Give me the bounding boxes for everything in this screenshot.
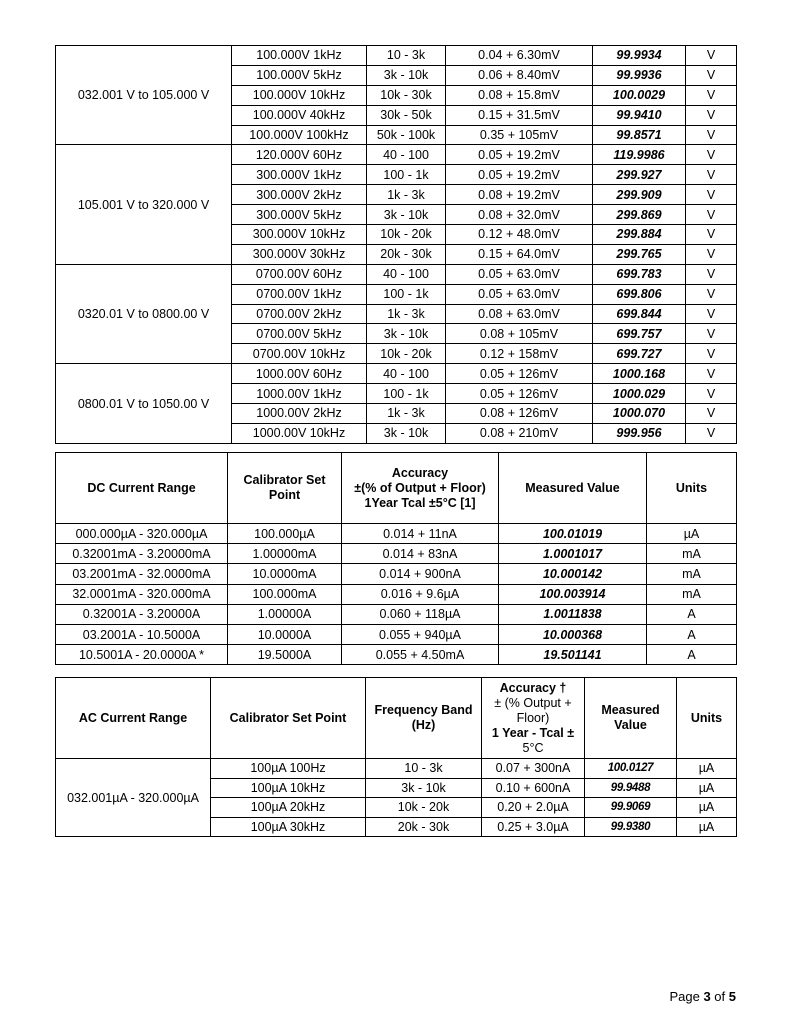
set-point-cell: 1.00000mA <box>228 544 342 564</box>
set-point-cell: 19.5000A <box>228 645 342 665</box>
measured-value-cell: 1.0001017 <box>499 544 647 564</box>
measured-value-cell: 100.0029 <box>593 85 686 105</box>
range-cell: 032.001 V to 105.000 V <box>56 46 232 145</box>
measured-value-cell: 99.9069 <box>585 798 677 818</box>
units-cell: V <box>686 304 737 324</box>
set-point-cell: 100.000V 10kHz <box>232 85 367 105</box>
measured-value-cell: 699.783 <box>593 264 686 284</box>
units-cell: µA <box>677 817 737 837</box>
range-cell: 032.001µA - 320.000µA <box>56 759 211 837</box>
units-cell: V <box>686 344 737 364</box>
dc-set-point-header: Calibrator Set Point <box>228 453 342 524</box>
dc-measured-header: Measured Value <box>499 453 647 524</box>
units-cell: µA <box>677 798 737 818</box>
frequency-band-cell: 3k - 10k <box>367 324 446 344</box>
ac-range-header: AC Current Range <box>56 678 211 759</box>
set-point-cell: 0700.00V 2kHz <box>232 304 367 324</box>
table-row <box>56 145 737 165</box>
range-cell: 32.0001mA - 320.000mA <box>56 584 228 604</box>
measured-value-cell: 299.909 <box>593 185 686 205</box>
accuracy-cell: 0.12 + 158mV <box>446 344 593 364</box>
frequency-band-cell: 20k - 30k <box>366 817 482 837</box>
set-point-cell: 100µA 30kHz <box>211 817 366 837</box>
accuracy-cell: 0.014 + 11nA <box>342 524 499 544</box>
measured-value-cell: 1000.168 <box>593 364 686 384</box>
ac-current-table <box>55 677 737 837</box>
frequency-band-cell: 1k - 3k <box>367 304 446 324</box>
accuracy-cell: 0.08 + 15.8mV <box>446 85 593 105</box>
frequency-band-cell: 40 - 100 <box>367 264 446 284</box>
units-cell: V <box>686 125 737 145</box>
accuracy-cell: 0.12 + 48.0mV <box>446 225 593 245</box>
units-cell: V <box>686 244 737 264</box>
set-point-cell: 100.000V 1kHz <box>232 46 367 66</box>
accuracy-cell: 0.25 + 3.0µA <box>482 817 585 837</box>
accuracy-cell: 0.07 + 300nA <box>482 759 585 779</box>
accuracy-cell: 0.014 + 900nA <box>342 564 499 584</box>
measured-value-cell: 699.844 <box>593 304 686 324</box>
accuracy-cell: 0.05 + 19.2mV <box>446 165 593 185</box>
set-point-cell: 300.000V 1kHz <box>232 165 367 185</box>
dc-range-header: DC Current Range <box>56 453 228 524</box>
accuracy-cell: 0.05 + 126mV <box>446 364 593 384</box>
set-point-cell: 100µA 20kHz <box>211 798 366 818</box>
units-cell: V <box>686 225 737 245</box>
accuracy-cell: 0.08 + 210mV <box>446 423 593 443</box>
units-cell: V <box>686 65 737 85</box>
set-point-cell: 100.000mA <box>228 584 342 604</box>
accuracy-cell: 0.06 + 8.40mV <box>446 65 593 85</box>
accuracy-cell: 0.016 + 9.6µA <box>342 584 499 604</box>
frequency-band-cell: 3k - 10k <box>367 205 446 225</box>
units-cell: V <box>686 185 737 205</box>
frequency-band-cell: 10 - 3k <box>366 759 482 779</box>
units-cell: mA <box>647 564 737 584</box>
set-point-cell: 1000.00V 1kHz <box>232 384 367 404</box>
frequency-band-cell: 30k - 50k <box>367 105 446 125</box>
set-point-cell: 0700.00V 1kHz <box>232 284 367 304</box>
frequency-band-cell: 10k - 20k <box>366 798 482 818</box>
units-cell: µA <box>677 778 737 798</box>
accuracy-cell: 0.05 + 63.0mV <box>446 264 593 284</box>
dc-current-table <box>55 452 737 665</box>
ac-units-header: Units <box>677 678 737 759</box>
frequency-band-cell: 1k - 3k <box>367 185 446 205</box>
accuracy-cell: 0.055 + 940µA <box>342 624 499 644</box>
table-row <box>56 564 737 584</box>
units-cell: V <box>686 364 737 384</box>
dc-accuracy-header-line: 1Year Tcal ±5°C [1] <box>364 495 476 510</box>
measured-value-cell: 299.884 <box>593 225 686 245</box>
accuracy-cell: 0.20 + 2.0µA <box>482 798 585 818</box>
ac-accuracy-header-line: Accuracy † <box>499 680 567 695</box>
set-point-cell: 10.0000mA <box>228 564 342 584</box>
table-row <box>56 645 737 665</box>
table-row <box>56 759 737 779</box>
table-row <box>56 604 737 624</box>
measured-value-cell: 1000.029 <box>593 384 686 404</box>
units-cell: A <box>647 645 737 665</box>
range-cell: 0800.01 V to 1050.00 V <box>56 364 232 444</box>
accuracy-cell: 0.15 + 64.0mV <box>446 244 593 264</box>
accuracy-cell: 0.04 + 6.30mV <box>446 46 593 66</box>
table-row <box>56 584 737 604</box>
units-cell: V <box>686 384 737 404</box>
accuracy-cell: 0.055 + 4.50mA <box>342 645 499 665</box>
accuracy-cell: 0.014 + 83nA <box>342 544 499 564</box>
ac-accuracy-header-line: ± (% Output + <box>494 695 572 710</box>
table-row <box>56 624 737 644</box>
measured-value-cell: 100.003914 <box>499 584 647 604</box>
table-row <box>56 264 737 284</box>
accuracy-cell: 0.08 + 19.2mV <box>446 185 593 205</box>
ac-set-point-header: Calibrator Set Point <box>211 678 366 759</box>
accuracy-cell: 0.05 + 63.0mV <box>446 284 593 304</box>
frequency-band-cell: 3k - 10k <box>366 778 482 798</box>
frequency-band-cell: 100 - 1k <box>367 384 446 404</box>
set-point-cell: 300.000V 30kHz <box>232 244 367 264</box>
frequency-band-cell: 20k - 30k <box>367 244 446 264</box>
accuracy-cell: 0.08 + 126mV <box>446 404 593 424</box>
dc-accuracy-header-line: Accuracy <box>391 465 449 480</box>
frequency-band-cell: 10 - 3k <box>367 46 446 66</box>
units-cell: V <box>686 404 737 424</box>
table-row <box>56 544 737 564</box>
set-point-cell: 1.00000A <box>228 604 342 624</box>
measured-value-cell: 299.869 <box>593 205 686 225</box>
table-row <box>56 524 737 544</box>
ac-current-header-row <box>56 678 737 759</box>
units-cell: µA <box>647 524 737 544</box>
measured-value-cell: 100.01019 <box>499 524 647 544</box>
range-cell: 0.32001A - 3.20000A <box>56 604 228 624</box>
ac-band-header-line: (Hz) <box>411 718 436 732</box>
set-point-cell: 0700.00V 5kHz <box>232 324 367 344</box>
frequency-band-cell: 1k - 3k <box>367 404 446 424</box>
set-point-cell: 300.000V 10kHz <box>232 225 367 245</box>
measured-value-cell: 699.727 <box>593 344 686 364</box>
units-cell: µA <box>677 759 737 779</box>
range-cell: 10.5001A - 20.0000A * <box>56 645 228 665</box>
measured-value-cell: 99.8571 <box>593 125 686 145</box>
units-cell: mA <box>647 544 737 564</box>
set-point-cell: 0700.00V 10kHz <box>232 344 367 364</box>
frequency-band-cell: 40 - 100 <box>367 364 446 384</box>
measured-value-cell: 699.806 <box>593 284 686 304</box>
accuracy-cell: 0.05 + 126mV <box>446 384 593 404</box>
dc-units-header: Units <box>647 453 737 524</box>
units-cell: V <box>686 46 737 66</box>
frequency-band-cell: 10k - 20k <box>367 344 446 364</box>
ac-voltage-table <box>55 45 737 444</box>
of-label: of <box>714 989 726 1004</box>
units-cell: V <box>686 324 737 344</box>
dc-accuracy-header <box>342 453 499 524</box>
range-cell: 03.2001A - 10.5000A <box>56 624 228 644</box>
frequency-band-cell: 3k - 10k <box>367 423 446 443</box>
page-footer <box>669 989 736 1004</box>
measured-value-cell: 119.9986 <box>593 145 686 165</box>
dc-accuracy-header-line: ±(% of Output + Floor) <box>354 480 486 495</box>
frequency-band-cell: 3k - 10k <box>367 65 446 85</box>
measured-value-cell: 1000.070 <box>593 404 686 424</box>
measured-value-cell: 299.927 <box>593 165 686 185</box>
accuracy-cell: 0.08 + 32.0mV <box>446 205 593 225</box>
dc-current-header-row <box>56 453 737 524</box>
accuracy-cell: 0.060 + 118µA <box>342 604 499 624</box>
frequency-band-cell: 40 - 100 <box>367 145 446 165</box>
ac-band-header-line: Frequency Band <box>374 703 473 717</box>
page-number: 3 <box>703 989 711 1004</box>
units-cell: mA <box>647 584 737 604</box>
set-point-cell: 100.000µA <box>228 524 342 544</box>
measured-value-cell: 99.9936 <box>593 65 686 85</box>
ac-accuracy-header <box>482 678 585 759</box>
set-point-cell: 100µA 10kHz <box>211 778 366 798</box>
table-row <box>56 46 737 66</box>
set-point-cell: 1000.00V 10kHz <box>232 423 367 443</box>
set-point-cell: 100.000V 40kHz <box>232 105 367 125</box>
units-cell: V <box>686 205 737 225</box>
measured-value-cell: 99.9488 <box>585 778 677 798</box>
accuracy-cell: 0.35 + 105mV <box>446 125 593 145</box>
accuracy-cell: 0.08 + 63.0mV <box>446 304 593 324</box>
measured-value-cell: 99.9934 <box>593 46 686 66</box>
units-cell: V <box>686 264 737 284</box>
frequency-band-cell: 100 - 1k <box>367 165 446 185</box>
measured-value-cell: 1.0011838 <box>499 604 647 624</box>
units-cell: V <box>686 423 737 443</box>
page-total: 5 <box>728 989 736 1004</box>
units-cell: A <box>647 624 737 644</box>
accuracy-cell: 0.15 + 31.5mV <box>446 105 593 125</box>
set-point-cell: 0700.00V 60Hz <box>232 264 367 284</box>
ac-accuracy-header-line: 5°C <box>522 740 544 755</box>
accuracy-cell: 0.05 + 19.2mV <box>446 145 593 165</box>
measured-value-cell: 99.9410 <box>593 105 686 125</box>
table-row <box>56 364 737 384</box>
range-cell: 03.2001mA - 32.0000mA <box>56 564 228 584</box>
ac-band-header <box>366 678 482 759</box>
range-cell: 105.001 V to 320.000 V <box>56 145 232 264</box>
units-cell: V <box>686 145 737 165</box>
page-label: Page <box>669 989 700 1004</box>
measured-value-cell: 10.000368 <box>499 624 647 644</box>
set-point-cell: 120.000V 60Hz <box>232 145 367 165</box>
frequency-band-cell: 10k - 30k <box>367 85 446 105</box>
ac-accuracy-header-line: 1 Year - Tcal ± <box>491 725 575 740</box>
range-cell: 0.32001mA - 3.20000mA <box>56 544 228 564</box>
measured-value-cell: 699.757 <box>593 324 686 344</box>
ac-measured-header <box>585 678 677 759</box>
units-cell: V <box>686 284 737 304</box>
measured-value-cell: 99.9380 <box>585 817 677 837</box>
units-cell: V <box>686 105 737 125</box>
units-cell: V <box>686 165 737 185</box>
accuracy-cell: 0.08 + 105mV <box>446 324 593 344</box>
frequency-band-cell: 50k - 100k <box>367 125 446 145</box>
set-point-cell: 1000.00V 60Hz <box>232 364 367 384</box>
measured-value-cell: 299.765 <box>593 244 686 264</box>
ac-measured-header-line: Measured <box>601 703 660 717</box>
set-point-cell: 300.000V 2kHz <box>232 185 367 205</box>
measured-value-cell: 19.501141 <box>499 645 647 665</box>
accuracy-cell: 0.10 + 600nA <box>482 778 585 798</box>
set-point-cell: 1000.00V 2kHz <box>232 404 367 424</box>
ac-measured-header-line: Value <box>614 718 647 732</box>
measured-value-cell: 999.956 <box>593 423 686 443</box>
measured-value-cell: 10.000142 <box>499 564 647 584</box>
frequency-band-cell: 10k - 20k <box>367 225 446 245</box>
set-point-cell: 100.000V 5kHz <box>232 65 367 85</box>
units-cell: V <box>686 85 737 105</box>
set-point-cell: 300.000V 5kHz <box>232 205 367 225</box>
units-cell: A <box>647 604 737 624</box>
set-point-cell: 100µA 100Hz <box>211 759 366 779</box>
set-point-cell: 10.0000A <box>228 624 342 644</box>
set-point-cell: 100.000V 100kHz <box>232 125 367 145</box>
range-cell: 0320.01 V to 0800.00 V <box>56 264 232 363</box>
ac-accuracy-header-line: Floor) <box>516 710 550 725</box>
range-cell: 000.000µA - 320.000µA <box>56 524 228 544</box>
frequency-band-cell: 100 - 1k <box>367 284 446 304</box>
measured-value-cell: 100.0127 <box>585 759 677 779</box>
